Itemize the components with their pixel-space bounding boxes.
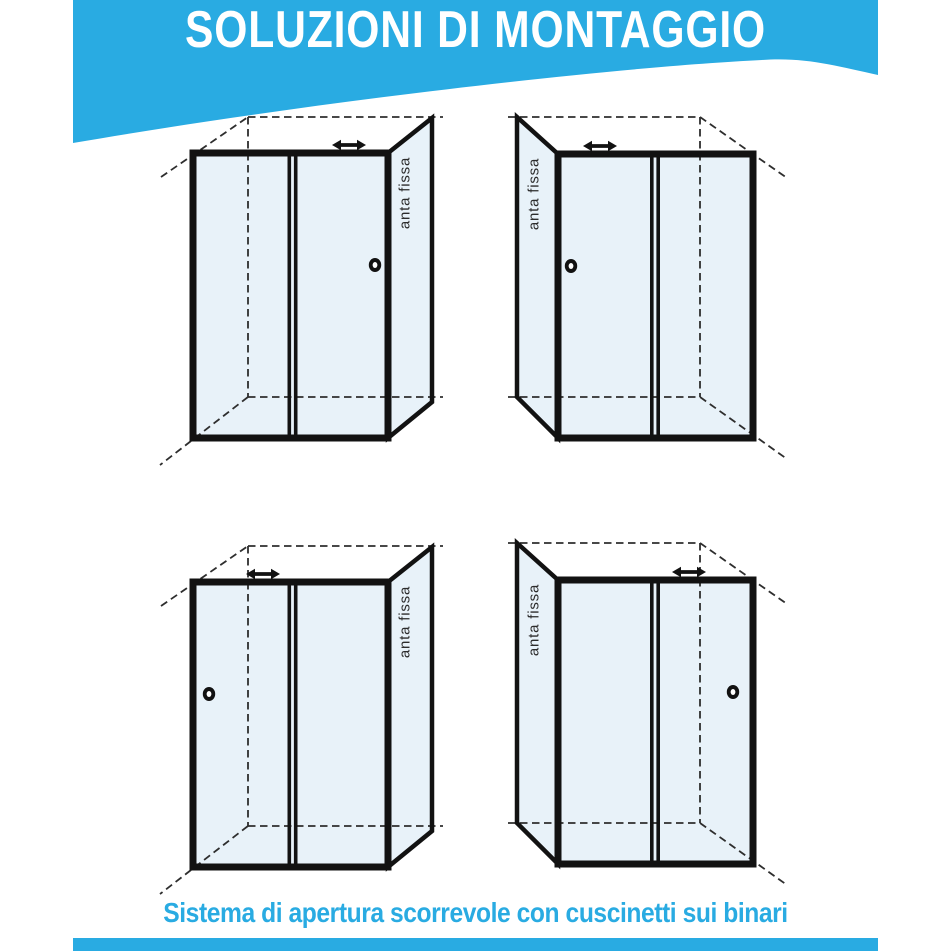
anta-fissa-label: anta fissa: [396, 156, 414, 230]
anta-fissa-label: anta fissa: [525, 157, 543, 231]
diagram-top-right: [508, 117, 787, 459]
sliding-direction-arrow-icon: [246, 569, 280, 579]
bottom-accent-bar: [73, 938, 878, 951]
door-handle-hole: [207, 691, 212, 697]
sliding-direction-arrow-icon: [583, 141, 617, 151]
anta-fissa-label: anta fissa: [525, 583, 543, 657]
door-handle-icon: [565, 259, 577, 273]
page-title: SOLUZIONI DI MONTAGGIO: [184, 1, 767, 59]
sliding-direction-arrow-icon: [672, 567, 706, 577]
door-handle-icon: [727, 685, 739, 699]
caption: Sistema di apertura scorrevole con cuscinetti sui binari: [163, 897, 788, 928]
anta-fissa-label: anta fissa: [396, 585, 414, 659]
sliding-direction-arrow-icon: [332, 140, 366, 150]
door-handle-hole: [731, 689, 736, 695]
door-handle-hole: [373, 262, 378, 268]
front-sliding-glass-panels: [558, 154, 753, 438]
door-handle-icon: [369, 258, 381, 272]
door-handle-icon: [203, 687, 215, 701]
diagram-top-left: [160, 117, 443, 465]
diagram-bottom-right: [508, 543, 787, 885]
diagram-bottom-left: [160, 546, 443, 894]
front-sliding-glass-panels: [558, 580, 753, 864]
door-handle-hole: [569, 263, 574, 269]
